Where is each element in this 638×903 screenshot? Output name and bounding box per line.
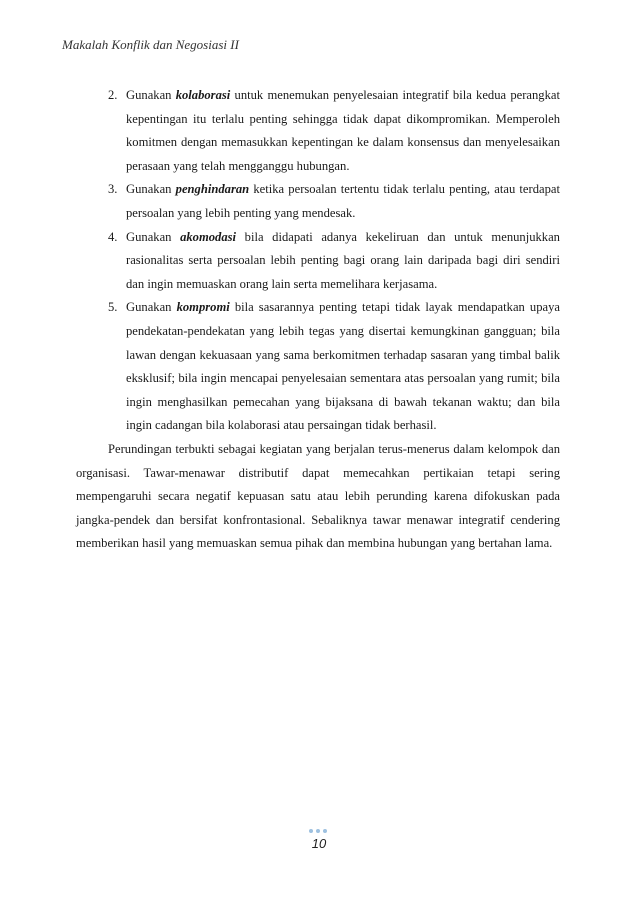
list-term: akomodasi: [180, 229, 237, 244]
page-number: 10: [311, 836, 327, 851]
list-term: kompromi: [176, 300, 230, 315]
list-number: 2.: [108, 88, 118, 102]
dot-icon: [316, 829, 320, 833]
page-content: [76, 84, 560, 556]
list-item: [108, 84, 560, 178]
list-text-post: bila didapati adanya kekeliruan dan untuk menunjukkan rasionalitas serta persoalan lebih penting bagi orang lain daripada bagi diri sendiri dan ingin memuaskan orang lain serta memelihara kerjasama.: [126, 229, 560, 291]
list-number: 3.: [108, 182, 118, 197]
list-text-pre: Gunakan: [126, 182, 176, 197]
list-text-post: untuk menemukan penyelesaian integratif bila kedua perangkat kepentingan itu terlalu penting sehingga tidak dapat dikompromikan. Memperoleh komitmen dengan memasukkan kepentingan ke dalam konsensus dan menyelesaikan perasaan yang telah mengganggu hubungan.: [126, 88, 560, 173]
document-header: Makalah Konflik dan Negosiasi II: [62, 37, 239, 52]
list-number: 5.: [108, 300, 118, 315]
numbered-list: [76, 84, 560, 438]
list-item: [108, 178, 560, 225]
body-paragraph: Perundingan terbukti sebagai kegiatan yang berjalan terus-menerus dalam kelompok dan organisasi. Tawar-menawar distributif dapat memecahkan pertikaian tetapi sering mempengaruhi secara negatif kepuasan satu atau lebih perunding karena difokuskan pada jangka-pendek dan bersifat konfrontasional. Sebaliknya tawar menawar integratif cendering memberikan hasil yang memuaskan semua pihak dan membina hubungan yang bertahan lama.: [76, 441, 560, 551]
list-text-pre: Gunakan: [126, 300, 177, 315]
list-number: 4.: [108, 229, 118, 244]
dot-icon: [309, 829, 313, 833]
footer-dots-decoration: [309, 829, 333, 834]
list-term: penghindaran: [175, 182, 250, 197]
list-item: [108, 226, 560, 297]
list-text-post: ketika persoalan tertentu tidak terlalu penting, atau terdapat persoalan yang lebih penting yang mendesak.: [126, 182, 560, 220]
dot-icon: [323, 829, 327, 833]
list-text-pre: Gunakan: [126, 88, 176, 102]
list-term: kolaborasi: [175, 88, 231, 102]
list-text-pre: Gunakan: [126, 229, 181, 244]
list-text-post: bila sasarannya penting tetapi tidak layak mendapatkan upaya pendekatan-pendekatan yang lebih tegas yang disertai kemungkinan gangguan; bila lawan dengan kekuasaan yang sama berkomitmen terhadap sasaran yang timbal balik eksklusif; bila ingin mencapai penyelesaian sementara atas persoalan yang rumit; bila ingin menghasilkan pemecahan yang bijaksana di bawah tekanan waktu; dan bila ingin cadangan bila kolaborasi atau persaingan tidak berhasil.: [126, 300, 560, 433]
list-item: [108, 296, 560, 438]
